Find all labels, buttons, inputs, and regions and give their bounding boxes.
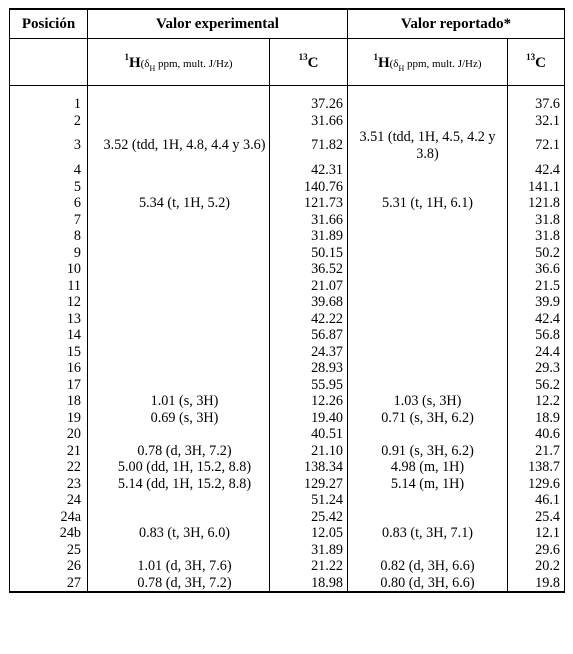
c-reported-cell: 19.8 [508, 575, 565, 593]
h-reported-cell [348, 228, 508, 245]
table-row [10, 525, 565, 542]
table-row [10, 261, 565, 278]
table-row [10, 360, 565, 377]
h-reported-cell: 5.14 (m, 1H) [348, 476, 508, 493]
table-row [10, 327, 565, 344]
h-reported-cell [348, 294, 508, 311]
c-reported-cell: 42.4 [508, 311, 565, 328]
c-reported-cell: 46.1 [508, 492, 565, 509]
h-experimental-cell: 0.69 (s, 3H) [88, 410, 270, 427]
c-reported-cell: 29.3 [508, 360, 565, 377]
c-reported-cell: 40.6 [508, 426, 565, 443]
h-experimental-cell: 5.34 (t, 1H, 5.2) [88, 195, 270, 212]
h-nmr-header-reported [348, 39, 508, 86]
c-experimental-cell: 19.40 [270, 410, 348, 427]
c-experimental-cell: 28.93 [270, 360, 348, 377]
c-reported-cell: 25.4 [508, 509, 565, 526]
h-reported-cell [348, 162, 508, 179]
table-row [10, 311, 565, 328]
h-desc-open: (δ [389, 57, 399, 70]
position-cell: 26 [10, 558, 88, 575]
c-reported-cell: 12.2 [508, 393, 565, 410]
position-cell: 18 [10, 393, 88, 410]
c-superscript: 13 [298, 52, 308, 62]
table-row [10, 509, 565, 526]
h-superscript: 1 [124, 51, 129, 62]
c-reported-cell: 21.5 [508, 278, 565, 295]
position-subheader-empty [10, 39, 88, 86]
h-reported-cell [348, 360, 508, 377]
h-desc-subscript: H [398, 63, 405, 73]
table-row [10, 459, 565, 476]
c-experimental-cell: 129.27 [270, 476, 348, 493]
table-body [10, 86, 565, 593]
h-experimental-cell [88, 86, 270, 113]
h-reported-cell [348, 261, 508, 278]
c-reported-cell: 50.2 [508, 245, 565, 262]
h-experimental-cell [88, 509, 270, 526]
table-row [10, 575, 565, 593]
header-row-main [10, 9, 565, 39]
h-desc-rest: ppm, mult. J/Hz) [155, 57, 233, 70]
h-experimental-cell [88, 311, 270, 328]
c-experimental-cell: 50.15 [270, 245, 348, 262]
position-header: Posición [10, 9, 88, 39]
c-experimental-cell: 21.22 [270, 558, 348, 575]
h-reported-cell [348, 86, 508, 113]
position-cell: 16 [10, 360, 88, 377]
table-row [10, 212, 565, 229]
c-nmr-header-reported [508, 39, 565, 86]
h-nmr-header-experimental [88, 39, 270, 86]
table-row [10, 492, 565, 509]
h-experimental-cell [88, 228, 270, 245]
h-experimental-cell: 1.01 (s, 3H) [88, 393, 270, 410]
c-experimental-cell: 31.66 [270, 212, 348, 229]
c-experimental-cell: 21.07 [270, 278, 348, 295]
h-experimental-cell: 5.14 (dd, 1H, 15.2, 8.8) [88, 476, 270, 493]
position-cell: 11 [10, 278, 88, 295]
h-reported-cell [348, 509, 508, 526]
position-cell: 7 [10, 212, 88, 229]
table-row [10, 558, 565, 575]
position-cell: 13 [10, 311, 88, 328]
c-reported-cell: 24.4 [508, 344, 565, 361]
h-reported-cell [348, 113, 508, 130]
table-row [10, 393, 565, 410]
h-reported-cell: 0.91 (s, 3H, 6.2) [348, 443, 508, 460]
h-superscript: 1 [373, 51, 378, 62]
h-reported-cell [348, 327, 508, 344]
table-row [10, 162, 565, 179]
table-row [10, 377, 565, 394]
c-reported-cell: 31.8 [508, 212, 565, 229]
c-experimental-cell: 31.66 [270, 113, 348, 130]
h-reported-cell [348, 212, 508, 229]
table-row [10, 294, 565, 311]
position-cell: 17 [10, 377, 88, 394]
c-reported-cell: 18.9 [508, 410, 565, 427]
c-experimental-cell: 71.82 [270, 129, 348, 162]
c-experimental-cell: 25.42 [270, 509, 348, 526]
h-experimental-cell: 0.78 (d, 3H, 7.2) [88, 443, 270, 460]
c-reported-cell: 72.1 [508, 129, 565, 162]
c-reported-cell: 12.1 [508, 525, 565, 542]
position-cell: 10 [10, 261, 88, 278]
h-nucleus: H [128, 54, 141, 71]
c-experimental-cell: 56.87 [270, 327, 348, 344]
c-experimental-cell: 24.37 [270, 344, 348, 361]
c-nucleus: C [307, 55, 319, 71]
table-row [10, 179, 565, 196]
table-row [10, 278, 565, 295]
h-experimental-cell [88, 294, 270, 311]
h-experimental-cell [88, 344, 270, 361]
h-reported-cell [348, 179, 508, 196]
c-reported-cell: 42.4 [508, 162, 565, 179]
h-reported-cell [348, 377, 508, 394]
position-cell: 15 [10, 344, 88, 361]
c-reported-cell: 138.7 [508, 459, 565, 476]
c-reported-cell: 29.6 [508, 542, 565, 559]
position-cell: 9 [10, 245, 88, 262]
c-reported-cell: 129.6 [508, 476, 565, 493]
c-reported-cell: 21.7 [508, 443, 565, 460]
h-reported-cell: 0.82 (d, 3H, 6.6) [348, 558, 508, 575]
h-reported-cell [348, 245, 508, 262]
h-experimental-cell [88, 278, 270, 295]
h-desc-rest: ppm, mult. J/Hz) [404, 57, 482, 70]
h-reported-cell [348, 542, 508, 559]
h-reported-cell: 0.71 (s, 3H, 6.2) [348, 410, 508, 427]
c-reported-cell: 31.8 [508, 228, 565, 245]
table-row [10, 443, 565, 460]
table-row [10, 113, 565, 130]
table-row [10, 129, 565, 162]
table-row [10, 410, 565, 427]
position-cell: 14 [10, 327, 88, 344]
h-experimental-cell: 5.00 (dd, 1H, 15.2, 8.8) [88, 459, 270, 476]
c-experimental-cell: 12.26 [270, 393, 348, 410]
h-experimental-cell [88, 261, 270, 278]
h-reported-cell: 1.03 (s, 3H) [348, 393, 508, 410]
table-row [10, 195, 565, 212]
table-row [10, 86, 565, 113]
c-nmr-header-experimental [270, 39, 348, 86]
table-row [10, 245, 565, 262]
h-experimental-cell: 1.01 (d, 3H, 7.6) [88, 558, 270, 575]
h-experimental-cell [88, 377, 270, 394]
table-row [10, 344, 565, 361]
position-cell: 25 [10, 542, 88, 559]
table-row [10, 426, 565, 443]
h-experimental-cell [88, 542, 270, 559]
c-experimental-cell: 140.76 [270, 179, 348, 196]
position-cell: 1 [10, 86, 88, 113]
h-reported-cell [348, 278, 508, 295]
table-row [10, 476, 565, 493]
c-experimental-cell: 138.34 [270, 459, 348, 476]
c-reported-cell: 36.6 [508, 261, 565, 278]
h-reported-cell [348, 426, 508, 443]
h-experimental-cell [88, 360, 270, 377]
h-reported-cell [348, 344, 508, 361]
position-cell: 8 [10, 228, 88, 245]
position-cell: 24b [10, 525, 88, 542]
c-nucleus: C [535, 55, 546, 71]
position-cell: 23 [10, 476, 88, 493]
position-cell: 24a [10, 509, 88, 526]
c-experimental-cell: 36.52 [270, 261, 348, 278]
position-cell: 12 [10, 294, 88, 311]
reported-header: Valor reportado* [348, 9, 565, 39]
table-row [10, 542, 565, 559]
experimental-header: Valor experimental [88, 9, 348, 39]
h-nucleus: H [377, 54, 390, 71]
position-cell: 22 [10, 459, 88, 476]
h-experimental-cell [88, 245, 270, 262]
h-experimental-cell [88, 179, 270, 196]
c-reported-cell: 121.8 [508, 195, 565, 212]
position-cell: 19 [10, 410, 88, 427]
c-reported-cell: 39.9 [508, 294, 565, 311]
h-reported-cell: 4.98 (m, 1H) [348, 459, 508, 476]
table-row [10, 228, 565, 245]
c-experimental-cell: 31.89 [270, 542, 348, 559]
position-cell: 27 [10, 575, 88, 593]
h-reported-cell: 3.51 (tdd, 1H, 4.5, 4.2 y 3.8) [348, 129, 508, 162]
c-experimental-cell: 51.24 [270, 492, 348, 509]
h-experimental-cell [88, 113, 270, 130]
c-reported-cell: 56.2 [508, 377, 565, 394]
h-experimental-cell [88, 327, 270, 344]
c-experimental-cell: 121.73 [270, 195, 348, 212]
c-reported-cell: 37.6 [508, 86, 565, 113]
c-experimental-cell: 39.68 [270, 294, 348, 311]
c-reported-cell: 20.2 [508, 558, 565, 575]
c-experimental-cell: 12.05 [270, 525, 348, 542]
c-experimental-cell: 31.89 [270, 228, 348, 245]
h-experimental-cell: 0.78 (d, 3H, 7.2) [88, 575, 270, 593]
c-experimental-cell: 40.51 [270, 426, 348, 443]
position-cell: 6 [10, 195, 88, 212]
c-experimental-cell: 37.26 [270, 86, 348, 113]
c-experimental-cell: 21.10 [270, 443, 348, 460]
h-experimental-cell [88, 212, 270, 229]
c-reported-cell: 56.8 [508, 327, 565, 344]
h-experimental-cell [88, 426, 270, 443]
h-reported-cell: 5.31 (t, 1H, 6.1) [348, 195, 508, 212]
position-cell: 5 [10, 179, 88, 196]
position-cell: 20 [10, 426, 88, 443]
h-reported-cell: 0.83 (t, 3H, 7.1) [348, 525, 508, 542]
h-experimental-cell [88, 162, 270, 179]
h-experimental-cell: 0.83 (t, 3H, 6.0) [88, 525, 270, 542]
c-reported-cell: 32.1 [508, 113, 565, 130]
position-cell: 4 [10, 162, 88, 179]
h-experimental-cell: 3.52 (tdd, 1H, 4.8, 4.4 y 3.6) [88, 129, 270, 162]
c-experimental-cell: 42.31 [270, 162, 348, 179]
c-experimental-cell: 42.22 [270, 311, 348, 328]
nmr-data-table [9, 8, 565, 593]
c-experimental-cell: 18.98 [270, 575, 348, 593]
h-reported-cell [348, 311, 508, 328]
h-experimental-cell [88, 492, 270, 509]
header-row-sub [10, 39, 565, 86]
h-reported-cell: 0.80 (d, 3H, 6.6) [348, 575, 508, 593]
h-desc-open: (δ [140, 57, 150, 70]
c-superscript: 13 [526, 52, 536, 62]
position-cell: 21 [10, 443, 88, 460]
position-cell: 24 [10, 492, 88, 509]
position-cell: 2 [10, 113, 88, 130]
c-reported-cell: 141.1 [508, 179, 565, 196]
h-reported-cell [348, 492, 508, 509]
c-experimental-cell: 55.95 [270, 377, 348, 394]
position-cell: 3 [10, 129, 88, 162]
h-desc-subscript: H [149, 63, 156, 73]
